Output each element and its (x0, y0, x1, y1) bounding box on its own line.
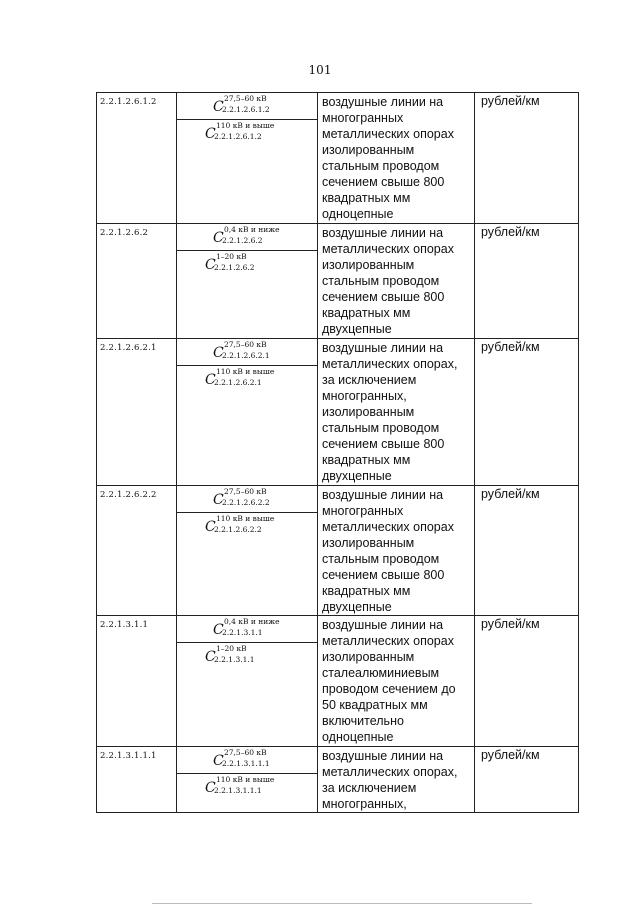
row-code: 2.2.1.2.6.1.2 (100, 97, 157, 107)
formula-symbol: C (213, 753, 224, 769)
formula-symbol: C (205, 519, 216, 535)
tariff-formula (177, 365, 317, 392)
formula-superscript: 0,4 кВ и ниже (224, 225, 280, 234)
formula-subscript: 2.2.1.3.1.1.1 (222, 759, 270, 768)
table-row (97, 747, 579, 813)
row-code-cell (97, 747, 177, 813)
row-description: воздушные линии на металлических опорах изолированным стальным проводом сечением свыше 800 квадратных мм двухцепные (322, 226, 454, 336)
table-row (97, 224, 579, 339)
unit-cell (475, 339, 579, 486)
row-code-cell (97, 224, 177, 339)
formula-symbol: C (213, 345, 224, 361)
row-description: воздушные линии на металлических опорах, за исключением многогранных, (322, 749, 458, 811)
formula-symbol: C (205, 372, 216, 388)
unit-cell (475, 747, 579, 813)
formula-superscript: 27,5–60 кВ (224, 340, 267, 349)
unit-cell (475, 224, 579, 339)
formula-symbol: C (205, 257, 216, 273)
row-unit: рублей/км (481, 340, 540, 354)
formula-cell (177, 747, 318, 813)
formula-symbol: C (205, 649, 216, 665)
formula-cell (177, 616, 318, 747)
row-code: 2.2.1.2.6.2.1 (100, 343, 157, 353)
row-unit: рублей/км (481, 487, 540, 501)
row-description: воздушные линии на металлических опорах, за исключением многогранных, изолированным стальным проводом сечением свыше 800 квадратных мм двухцепные (322, 341, 458, 483)
formula-symbol: C (213, 230, 224, 246)
page-bottom-rule (152, 903, 532, 904)
formula-subscript: 2.2.1.3.1.1.1 (214, 786, 262, 795)
table-row (97, 339, 579, 486)
row-description: воздушные линии на металлических опорах изолированным сталеалюминиевым проводом сечением до 50 квадратных мм включительно одноцепные (322, 618, 456, 744)
tariff-formula (177, 93, 317, 119)
formula-superscript: 27,5–60 кВ (224, 94, 267, 103)
formula-cell (177, 486, 318, 616)
table-row (97, 486, 579, 616)
formula-superscript: 1–20 кВ (216, 252, 247, 261)
formula-subscript: 2.2.1.2.6.1.2 (214, 132, 262, 141)
table-row (97, 616, 579, 747)
tariff-formula (177, 512, 317, 539)
formula-symbol: C (213, 492, 224, 508)
tariff-formula (177, 773, 317, 800)
formula-subscript: 2.2.1.2.6.2 (222, 236, 263, 245)
description-cell (318, 339, 475, 486)
row-code: 2.2.1.2.6.2 (100, 228, 149, 238)
tariff-formula (177, 747, 317, 773)
formula-symbol: C (205, 780, 216, 796)
formula-superscript: 110 кВ и выше (216, 514, 275, 523)
row-code: 2.2.1.2.6.2.2 (100, 490, 157, 500)
unit-cell (475, 93, 579, 224)
formula-subscript: 2.2.1.2.6.2.1 (214, 378, 262, 387)
formula-subscript: 2.2.1.3.1.1 (222, 628, 263, 637)
formula-subscript: 2.2.1.2.6.2.2 (222, 498, 270, 507)
page-number: 101 (308, 63, 332, 77)
tariff-formula (177, 486, 317, 512)
row-code-cell (97, 93, 177, 224)
unit-cell (475, 486, 579, 616)
formula-superscript: 0,4 кВ и ниже (224, 617, 280, 626)
formula-symbol: C (213, 622, 224, 638)
description-cell (318, 486, 475, 616)
formula-cell (177, 339, 318, 486)
row-description: воздушные линии на многогранных металлических опорах изолированным стальным проводом сечением свыше 800 квадратных мм двухцепные (322, 488, 454, 614)
row-code-cell (97, 616, 177, 747)
row-unit: рублей/км (481, 94, 540, 108)
formula-subscript: 2.2.1.3.1.1 (214, 655, 255, 664)
formula-superscript: 27,5–60 кВ (224, 487, 267, 496)
row-description: воздушные линии на многогранных металлических опорах изолированным стальным проводом сечением свыше 800 квадратных мм одноцепные (322, 95, 454, 221)
formula-superscript: 110 кВ и выше (216, 367, 275, 376)
formula-subscript: 2.2.1.2.6.2.1 (222, 351, 270, 360)
formula-symbol: C (213, 99, 224, 115)
formula-subscript: 2.2.1.2.6.2 (214, 263, 255, 272)
row-unit: рублей/км (481, 617, 540, 631)
formula-subscript: 2.2.1.2.6.2.2 (214, 525, 262, 534)
formula-superscript: 27,5–60 кВ (224, 748, 267, 757)
tariff-formula (177, 224, 317, 250)
table-row (97, 93, 579, 224)
row-code-cell (97, 339, 177, 486)
formula-superscript: 110 кВ и выше (216, 121, 275, 130)
tariff-formula (177, 616, 317, 642)
tariff-formula (177, 642, 317, 669)
row-unit: рублей/км (481, 748, 540, 762)
tariff-formula (177, 339, 317, 365)
formula-superscript: 1–20 кВ (216, 644, 247, 653)
formula-cell (177, 93, 318, 224)
description-cell (318, 616, 475, 747)
tariff-table (96, 92, 579, 813)
formula-subscript: 2.2.1.2.6.1.2 (222, 105, 270, 114)
description-cell (318, 224, 475, 339)
unit-cell (475, 616, 579, 747)
description-cell (318, 747, 475, 813)
description-cell (318, 93, 475, 224)
tariff-formula (177, 250, 317, 277)
formula-symbol: C (205, 126, 216, 142)
row-code: 2.2.1.3.1.1.1 (100, 751, 157, 761)
row-code: 2.2.1.3.1.1 (100, 620, 149, 630)
tariff-formula (177, 119, 317, 146)
row-code-cell (97, 486, 177, 616)
formula-cell (177, 224, 318, 339)
formula-superscript: 110 кВ и выше (216, 775, 275, 784)
row-unit: рублей/км (481, 225, 540, 239)
